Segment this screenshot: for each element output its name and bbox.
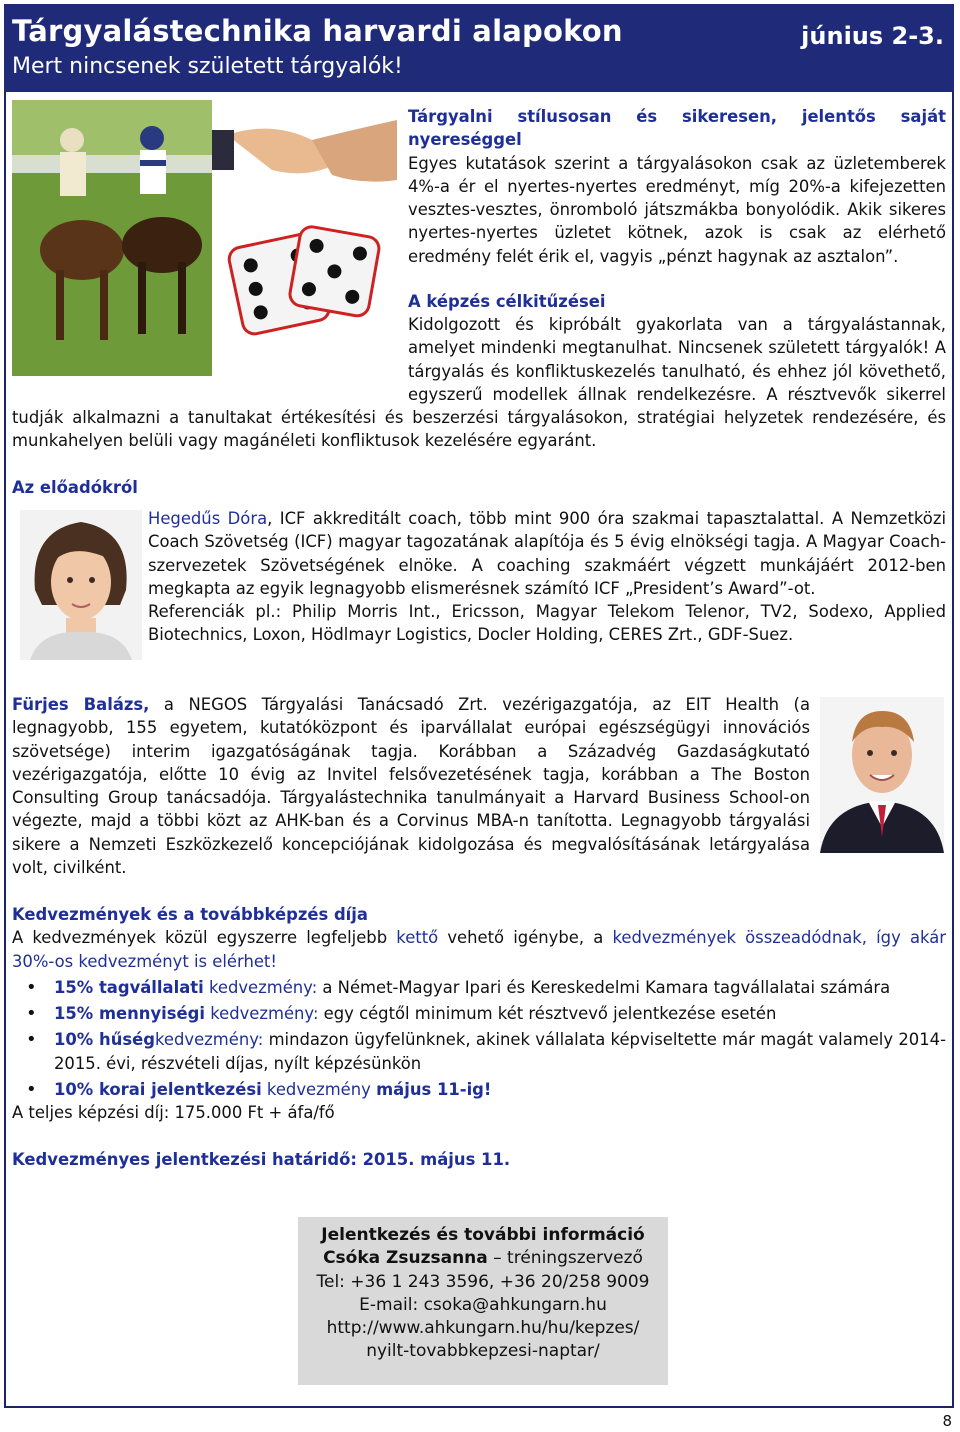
discounts-intro: [12, 926, 946, 973]
contact-person: [298, 1247, 668, 1270]
discount-item-desc: május 11-ig!: [376, 1080, 492, 1100]
total-fee: A teljes képzési díj: 175.000 Ft + áfa/fő: [12, 1103, 335, 1123]
page-number: 8: [942, 1412, 952, 1430]
image-float-spacer: [12, 313, 408, 385]
presenter-2-paragraph: [12, 693, 810, 879]
woman-portrait-illustration: [20, 510, 142, 660]
deadline: Kedvezményes jelentkezési határidő: 2015. május 11.: [12, 1149, 511, 1169]
discount-list: [12, 976, 946, 1101]
discounts-intro-d: kedvezmények összeadódnak, így akár 30%-os kedvezményt is elérhet!: [12, 928, 946, 971]
discount-item-rate: 10% korai jelentkezési: [54, 1080, 262, 1100]
intro-heading: Tárgyalni stílusosan és sikeresen, jelentős saját nyereséggel: [408, 107, 946, 150]
presenter-1-references: Referenciák pl.: Philip Morris Int., Ericsson, Magyar Telekom Telenor, TV2, Sodexo, Applied Biotechnics, Loxon, Hödlmayr Logistics, Docler Holding, CERES Zrt., GDF-Suez.: [148, 602, 946, 645]
contact-url-line-1[interactable]: http://www.ahkungarn.hu/hu/kepzes/: [326, 1318, 640, 1339]
contact-box: [298, 1217, 668, 1385]
man-portrait-illustration: [820, 697, 944, 853]
contact-email[interactable]: E-mail: csoka@ahkungarn.hu: [359, 1294, 607, 1315]
presenter-1-text: , ICF akkreditált coach, több mint 900 óra szakmai tapasztalattal. A Nemzetközi Coach Szövetség (ICF) magyar tagozatának alapítója és 5 évig elnökségi tagja. A Magyar Coach-szervezetek Szövetségének elnöke. A coaching szakmáért végzett munkájáért 2012-ben megkapta az egyik legnagyobb elismerésnek számító ICF „President’s Award”-ot.: [148, 509, 946, 598]
discount-item: [12, 976, 946, 999]
page-subtitle: Mert nincsenek született tárgyalók!: [12, 54, 403, 79]
discount-item: [12, 1028, 946, 1075]
discounts-intro-b: kettő: [396, 928, 439, 948]
presenter-1-photo: [20, 510, 142, 660]
discount-item-type: kedvezmény:: [203, 977, 318, 997]
page-title: Tárgyalástechnika harvardi alapokon: [12, 14, 623, 48]
presenter-1-name: Hegedűs Dóra: [148, 509, 268, 528]
discount-item-rate: 15% mennyiségi: [54, 1004, 205, 1024]
presenters-heading: [12, 476, 412, 499]
presenter-2-bio: [12, 693, 810, 879]
discounts-intro-a: A kedvezmények közül egyszerre legfeljebb: [12, 928, 397, 948]
discount-item-type: kedvezmény: [261, 1080, 377, 1100]
discount-item: [12, 1078, 946, 1101]
presenter-1-paragraph: [148, 507, 946, 600]
contact-url-line-2[interactable]: nyilt-tovabbkepzesi-naptar/: [366, 1341, 600, 1362]
intro-text: Egyes kutatások szerint a tárgyalásokon csak az üzletemberek 4%-a ér el nyertes-nyertes eredményt, míg 20%-a kifejezetten vesztes-vesztes, önromboló játszmákba bonyolódik. Akik sikeres nyertes-nyertes üzletet kötnek, azok is csak az elérhető eredmény felét érik el, vagyis „pénzt hagynak az asztalon”.: [408, 153, 946, 266]
discount-item-rate: 10% hűség: [54, 1030, 155, 1050]
discounts-intro-c: vehető igénybe, a: [438, 928, 613, 948]
goals-heading-text: A képzés célkitűzései: [408, 292, 606, 311]
goals-text: Kidolgozott és kipróbált gyakorlata van a tárgyalástannak, amelyet mindenki megtanulhat. Nincsenek született tárgyalók! A tárgyalás és konfliktuskezelés tanulható, és ehhez jól követhető, egyszerű modellek állnak rendelkezésre. A résztvevők sikerrel tudják alkalmazni a tanultakat értékesítési és beszerzési tárgyalásokon, stratégiai helyzetek rendezésére, és munkahelyen belüli vagy magánéleti konfliktusok kezelésére egyaránt.: [12, 315, 946, 451]
contact-phone: Tel: +36 1 243 3596, +36 20/258 9009: [316, 1271, 650, 1292]
presenters-heading-text: Az előadókról: [12, 478, 138, 497]
discount-item-desc: a Német-Magyar Ipari és Kereskedelmi Kamara tagvállalatai számára: [317, 977, 891, 997]
discount-item-desc: egy cégtől minimum két résztvevő jelentkezése esetén: [318, 1004, 777, 1024]
goals-heading: [408, 290, 946, 313]
header-banner: [4, 4, 954, 92]
discount-item-type: kedvezmény:: [154, 1030, 264, 1050]
discount-item-desc: mindazon ügyfelünknek, akinek vállalata képviseltette már magát valamely 2014-2015. évi, részvételi díjas, nyílt képzésünkön: [54, 1030, 946, 1073]
presenter-2-text: a NEGOS Tárgyalási Tanácsadó Zrt. vezérigazgatója, az EIT Health (a legnagyobb, 155 egyetem, kutatóközpont és iparvállalat európai egészségügyi innovációs szövetsége) interim igazgatóságának tagja. Korábban a Századvég Gazdaságkutató vezérigazgatója, előtte 10 évig az Invitel felsővezetésének tagja, korábban a The Boston Consulting Group tanácsadója. Tárgyalástechnika tanulmányait a Harvard Business School-on végezte, majd a többi közt az AHK-ban és a Corvinus MBA-n tanította. Legnagyobb tárgyalási sikere a Nemzeti Eszközkezelő koncepciójának kidolgozása és megvalósításának letárgyalása volt, civilként.: [12, 695, 810, 878]
goals-text-block: [12, 313, 946, 453]
presenter-2-photo: [820, 697, 944, 853]
contact-title: Jelentkezés és további információ: [321, 1225, 645, 1245]
discount-item-rate: 15% tagvállalati: [54, 977, 204, 997]
presenter-1-bio: [148, 507, 946, 647]
intro-section: [408, 105, 946, 268]
contact-name: Csóka Zsuzsanna: [323, 1248, 488, 1269]
discounts-heading: Kedvezmények és a továbbképzés díja: [12, 905, 368, 924]
presenter-2-name: Fürjes Balázs,: [12, 695, 150, 714]
discount-item-type: kedvezmény:: [205, 1004, 319, 1024]
event-date: június 2-3.: [801, 22, 944, 50]
discounts-section: [12, 903, 946, 1171]
contact-role: – tréningszervező: [487, 1248, 643, 1269]
discount-item: [12, 1002, 946, 1025]
